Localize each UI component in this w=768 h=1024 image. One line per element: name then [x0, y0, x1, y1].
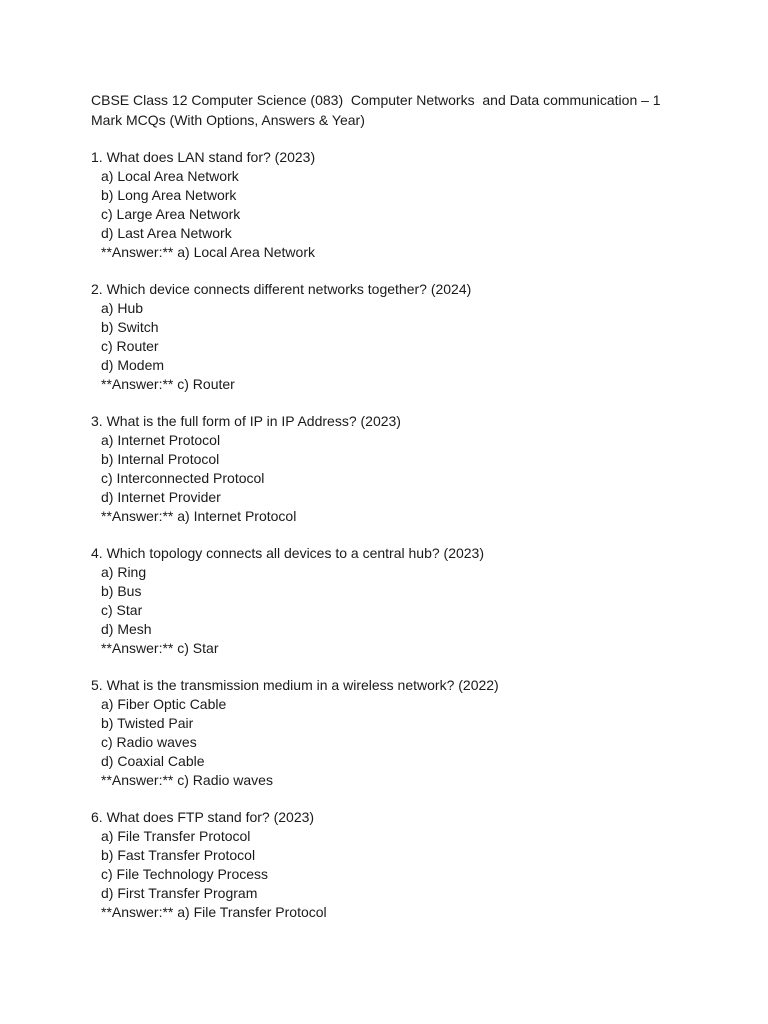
answer-line: **Answer:** a) Internet Protocol — [101, 508, 297, 524]
question-item — [91, 544, 691, 658]
option-a: a) Local Area Network — [101, 168, 239, 184]
option-d: d) Modem — [101, 357, 165, 373]
document-page — [91, 91, 691, 922]
question-text: 1. What does LAN stand for? (2023) — [91, 149, 316, 165]
question-text: 6. What does FTP stand for? (2023) — [91, 809, 315, 825]
option-d: d) Internet Provider — [101, 489, 221, 505]
option-c: c) Star — [101, 602, 143, 618]
option-a: a) Ring — [101, 564, 147, 580]
option-c: c) Large Area Network — [101, 206, 241, 222]
answer-line: **Answer:** a) Local Area Network — [101, 244, 315, 260]
option-list — [91, 167, 691, 243]
question-item — [91, 280, 691, 394]
option-a: a) Fiber Optic Cable — [101, 696, 227, 712]
document-title: CBSE Class 12 Computer Science (083) Computer Networks and Data communication – 1 Mark MCQs (With Options, Answers & Year) — [91, 92, 665, 128]
option-list — [91, 695, 691, 771]
option-d: d) Mesh — [101, 621, 152, 637]
option-c: c) Interconnected Protocol — [101, 470, 265, 486]
option-d: d) First Transfer Program — [101, 885, 258, 901]
option-b: b) Switch — [101, 319, 159, 335]
question-list — [91, 148, 691, 922]
question-item — [91, 412, 691, 526]
option-b: b) Fast Transfer Protocol — [101, 847, 256, 863]
option-c: c) Radio waves — [101, 734, 197, 750]
option-b: b) Internal Protocol — [101, 451, 220, 467]
question-text: 3. What is the full form of IP in IP Address? (2023) — [91, 413, 401, 429]
option-d: d) Last Area Network — [101, 225, 232, 241]
option-b: b) Twisted Pair — [101, 715, 194, 731]
answer-line: **Answer:** a) File Transfer Protocol — [101, 904, 327, 920]
option-c: c) Router — [101, 338, 159, 354]
answer-line: **Answer:** c) Star — [101, 640, 219, 656]
answer-line: **Answer:** c) Radio waves — [101, 772, 273, 788]
answer-line: **Answer:** c) Router — [101, 376, 235, 392]
option-list — [91, 563, 691, 639]
option-d: d) Coaxial Cable — [101, 753, 205, 769]
option-a: a) Internet Protocol — [101, 432, 221, 448]
option-list — [91, 431, 691, 507]
question-text: 4. Which topology connects all devices to a central hub? (2023) — [91, 545, 485, 561]
option-b: b) Long Area Network — [101, 187, 237, 203]
option-list — [91, 299, 691, 375]
question-text: 5. What is the transmission medium in a wireless network? (2022) — [91, 677, 499, 693]
option-list — [91, 827, 691, 903]
question-item — [91, 676, 691, 790]
question-text: 2. Which device connects different networks together? (2024) — [91, 281, 472, 297]
option-a: a) File Transfer Protocol — [101, 828, 251, 844]
option-a: a) Hub — [101, 300, 144, 316]
question-item — [91, 148, 691, 262]
option-b: b) Bus — [101, 583, 142, 599]
option-c: c) File Technology Process — [101, 866, 269, 882]
question-item — [91, 808, 691, 922]
